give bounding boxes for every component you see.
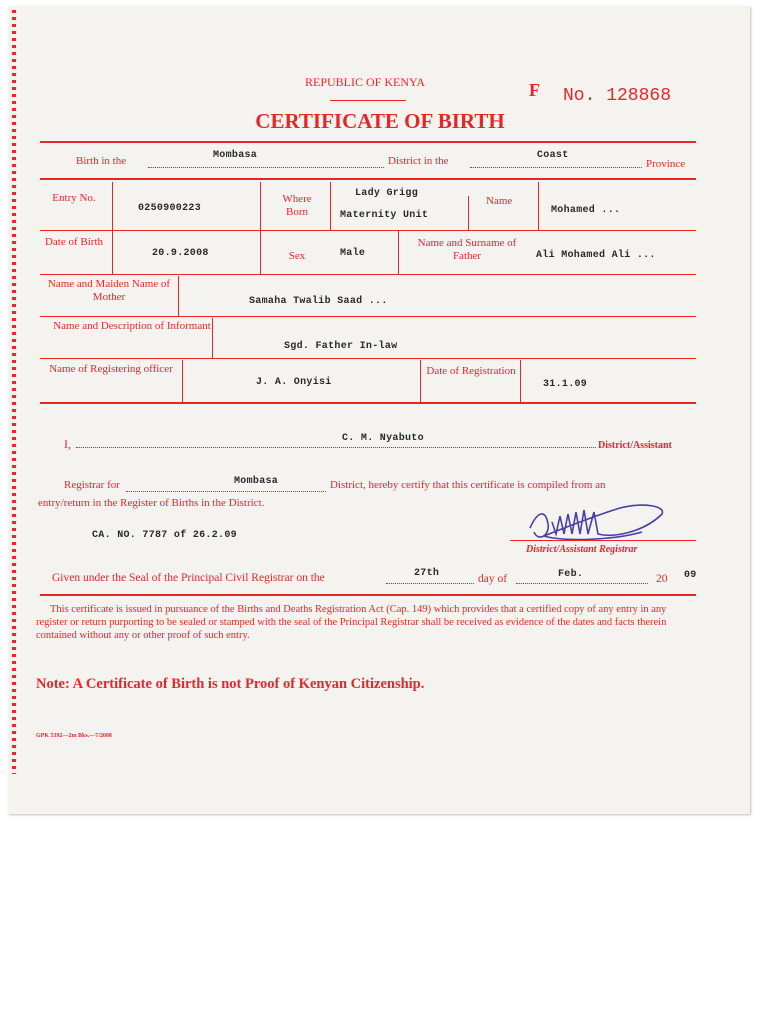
entry-no-value: 0250900223 <box>138 203 202 214</box>
registrar-for-label: Registrar for <box>64 479 120 491</box>
registrar-district-value: Mombasa <box>234 476 279 487</box>
district-in-the-label: District in the <box>388 155 449 167</box>
dob-label: Date of Birth <box>44 236 104 248</box>
place-underline <box>148 166 384 168</box>
row-rule-3 <box>40 316 696 317</box>
i-label: I, <box>64 437 71 451</box>
mother-value: Samaha Twalib Saad ... <box>249 296 388 307</box>
ca-number: CA. NO. 7787 of 26.2.09 <box>92 530 237 541</box>
table-bottom-rule <box>40 402 696 404</box>
registrar-name-value: C. M. Nyabuto <box>342 433 424 444</box>
perforated-edge <box>12 10 16 774</box>
divider-3 <box>330 182 331 230</box>
divider-9 <box>182 360 183 404</box>
divider-10 <box>420 360 421 404</box>
divider-5 <box>538 182 539 230</box>
serial-number: No. 128868 <box>563 86 672 106</box>
citizenship-note: Note: A Certificate of Birth is not Proof of Kenyan Citizenship. <box>36 676 425 692</box>
entry-no-label: Entry No. <box>52 192 96 204</box>
table-top-rule <box>40 178 696 180</box>
registrar-district-underline <box>126 490 326 492</box>
where-born-label: Where Born <box>282 193 312 218</box>
where-born-line1: Lady Grigg <box>355 188 419 199</box>
sex-label: Sex <box>288 250 306 262</box>
given-day-value: 27th <box>414 568 440 579</box>
province-value: Coast <box>537 150 569 161</box>
father-label: Name and Surname of Father <box>417 237 517 262</box>
header-rule <box>330 100 406 101</box>
certificate-title: CERTIFICATE OF BIRTH <box>255 109 505 133</box>
signature-line <box>510 540 696 541</box>
footer-rule <box>40 594 696 596</box>
dob-value: 20.9.2008 <box>152 248 209 259</box>
top-rule <box>40 141 696 143</box>
year-prefix: 20 <box>656 573 668 585</box>
divider-4 <box>468 196 469 230</box>
name-value: Mohamed ... <box>551 205 621 216</box>
mother-label: Name and Maiden Name of Mother <box>47 278 171 303</box>
sex-value: Male <box>340 248 366 259</box>
divider-7 <box>178 276 179 316</box>
registration-date-label: Date of Registration <box>426 365 516 377</box>
republic-heading: REPUBLIC OF KENYA <box>304 75 425 89</box>
registrar-name-underline <box>76 446 596 448</box>
where-born-line2: Maternity Unit <box>340 210 429 221</box>
registrar-signature-label: District/Assistant Registrar <box>526 544 638 555</box>
print-code: GPK 5392—2m Bks.—7/2008 <box>36 733 112 739</box>
officer-value: J. A. Onyisi <box>256 377 332 388</box>
registrar-signature <box>524 502 670 548</box>
row-rule-1 <box>40 230 696 231</box>
certify-text-2: entry/return in the Register of Births in the District. <box>38 497 265 509</box>
divider-6 <box>398 230 399 274</box>
given-under-label: Given under the Seal of the Principal Civil Registrar on the <box>52 572 325 584</box>
certify-text: District, hereby certify that this certificate is compiled from an <box>330 479 606 491</box>
place-value: Mombasa <box>213 150 258 161</box>
informant-label: Name and Description of Informant <box>53 320 211 332</box>
given-month-value: Feb. <box>558 569 584 580</box>
divider-1 <box>112 182 113 274</box>
registration-date-value: 31.1.09 <box>543 379 588 390</box>
given-year-value: 09 <box>684 570 697 581</box>
name-label: Name <box>486 195 513 207</box>
act-text: This certificate is issued in pursuance of the Births and Deaths Registration Act (Cap. 149) which provides that a certified copy of any entry in any register or return purporting to be sealed or stamped with the seal of the Principal Registrar shall be received as evidence of the dates and facts therein contained without any or other proof of such entry. <box>36 604 667 642</box>
divider-8 <box>212 318 213 358</box>
divider-2 <box>260 182 261 274</box>
district-assistant-label: District/Assistant <box>598 440 672 451</box>
province-underline <box>470 166 642 168</box>
officer-label: Name of Registering officer <box>49 363 173 375</box>
divider-11 <box>520 360 521 404</box>
serial-prefix: F <box>529 80 540 100</box>
given-month-underline <box>516 582 648 584</box>
province-label: Province <box>646 158 686 170</box>
father-value: Ali Mohamed Ali ... <box>536 250 656 261</box>
row-rule-4 <box>40 358 696 359</box>
row-rule-2 <box>40 274 696 275</box>
day-of-label: day of <box>478 573 508 585</box>
birth-in-the-label: Birth in the <box>76 155 127 167</box>
given-day-underline <box>386 582 474 584</box>
informant-value: Sgd. Father In-law <box>284 341 398 352</box>
